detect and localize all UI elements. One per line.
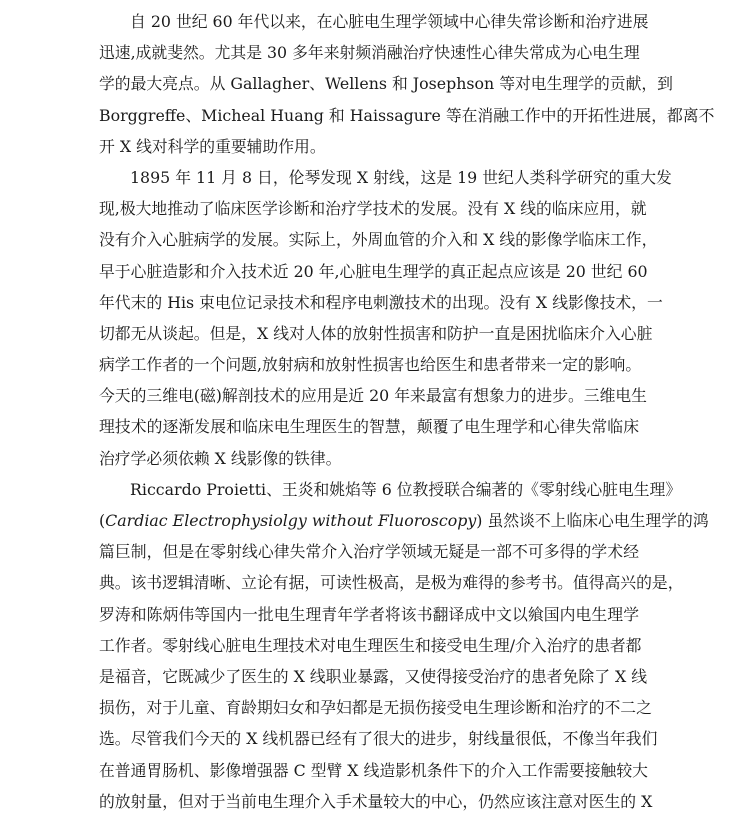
text-line: 典。该书逻辑清晰、立论有据，可读性极高，是极为难得的参考书。值得高兴的是， [99, 573, 684, 593]
text-line-with-english-title [99, 505, 709, 536]
text-line: Riccardo Proietti、王炎和姚焰等 6 位教授联合编著的《零射线心脏电生理》 [130, 479, 682, 499]
text-line: 是福音，它既减少了医生的 X 线职业暴露，又使得接受治疗的患者免除了 X 线 [99, 666, 648, 686]
text-line: Borggreffe、Micheal Huang 和 Haissagure 等在消融工作中的开拓性进展，都离不 [99, 105, 715, 125]
text-line: 没有介入心脏病学的发展。实际上，外周血管的介入和 X 线的影像学临床工作， [99, 230, 658, 250]
text-line: 1895 年 11 月 8 日，伦琴发现 X 射线，这是 19 世纪人类科学研究的重大发 [130, 167, 672, 187]
line-continuation: ) 虽然谈不上临床心电生理学的鸿 [476, 511, 709, 530]
text-line: 选。尽管我们今天的 X 线机器已经有了很大的进步，射线量很低，不像当年我们 [99, 729, 658, 749]
text-line: 的放射量，但对于当前电生理介入手术量较大的中心，仍然应该注意对医生的 X [99, 791, 653, 811]
text-line: 罗涛和陈炳伟等国内一批电生理青年学者将该书翻译成中文以飨国内电生理学 [99, 604, 639, 624]
text-line: 篇巨制，但是在零射线心律失常介入治疗学领域无疑是一部不可多得的学术经 [99, 542, 639, 562]
text-line: 病学工作者的一个问题,放射病和放射性损害也给医生和患者带来一定的影响。 [99, 355, 642, 375]
text-line: 切都无从谈起。但是，X 线对人体的放射性损害和防护一直是困扰临床介入心脏 [99, 323, 653, 343]
text-line: 现,极大地推动了临床医学诊断和治疗学技术的发展。没有 X 线的临床应用，就 [99, 199, 647, 219]
paragraph-3 [99, 474, 709, 817]
paren-open: ( [99, 511, 106, 530]
text-line: 在普通胃肠机、影像增强器 C 型臂 X 线造影机条件下的介入工作需要接触较大 [99, 760, 648, 780]
text-line: 开 X 线对科学的重要辅助作用。 [99, 136, 326, 156]
text-line: 今天的三维电(磁)解剖技术的应用是近 20 年来最富有想象力的进步。三维电生 [99, 386, 647, 406]
text-line: 治疗学必须依赖 X 线影像的铁律。 [99, 448, 342, 468]
paragraph-1 [99, 6, 715, 162]
document-page [99, 6, 715, 811]
paragraph-2 [99, 162, 672, 474]
text-line: 损伤，对于儿童、育龄期妇女和孕妇都是无损伤接受电生理诊断和治疗的不二之 [99, 698, 652, 718]
text-line: 迅速,成就斐然。尤其是 30 多年来射频消融治疗快速性心律失常成为心电生理 [99, 43, 640, 63]
text-line: 理技术的逐渐发展和临床电生理医生的智慧，颠覆了电生理学和心律失常临床 [99, 417, 639, 437]
text-line: 学的最大亮点。从 Gallagher、Wellens 和 Josephson 等对电生理学的贡献，到 [99, 74, 673, 94]
text-line: 早于心脏造影和介入技术近 20 年,心脏电生理学的真正起点应该是 20 世纪 60 [99, 261, 648, 281]
text-line: 工作者。零射线心脏电生理技术对电生理医生和接受电生理/介入治疗的患者都 [99, 635, 642, 655]
text-line: 年代末的 His 束电位记录技术和程序电刺激技术的出现。没有 X 线影像技术，一 [99, 292, 663, 312]
text-line: 自 20 世纪 60 年代以来，在心脏电生理学领域中心律失常诊断和治疗进展 [130, 12, 649, 31]
english-book-title: Cardiac Electrophysiolgy without Fluoroscopy [105, 511, 477, 530]
